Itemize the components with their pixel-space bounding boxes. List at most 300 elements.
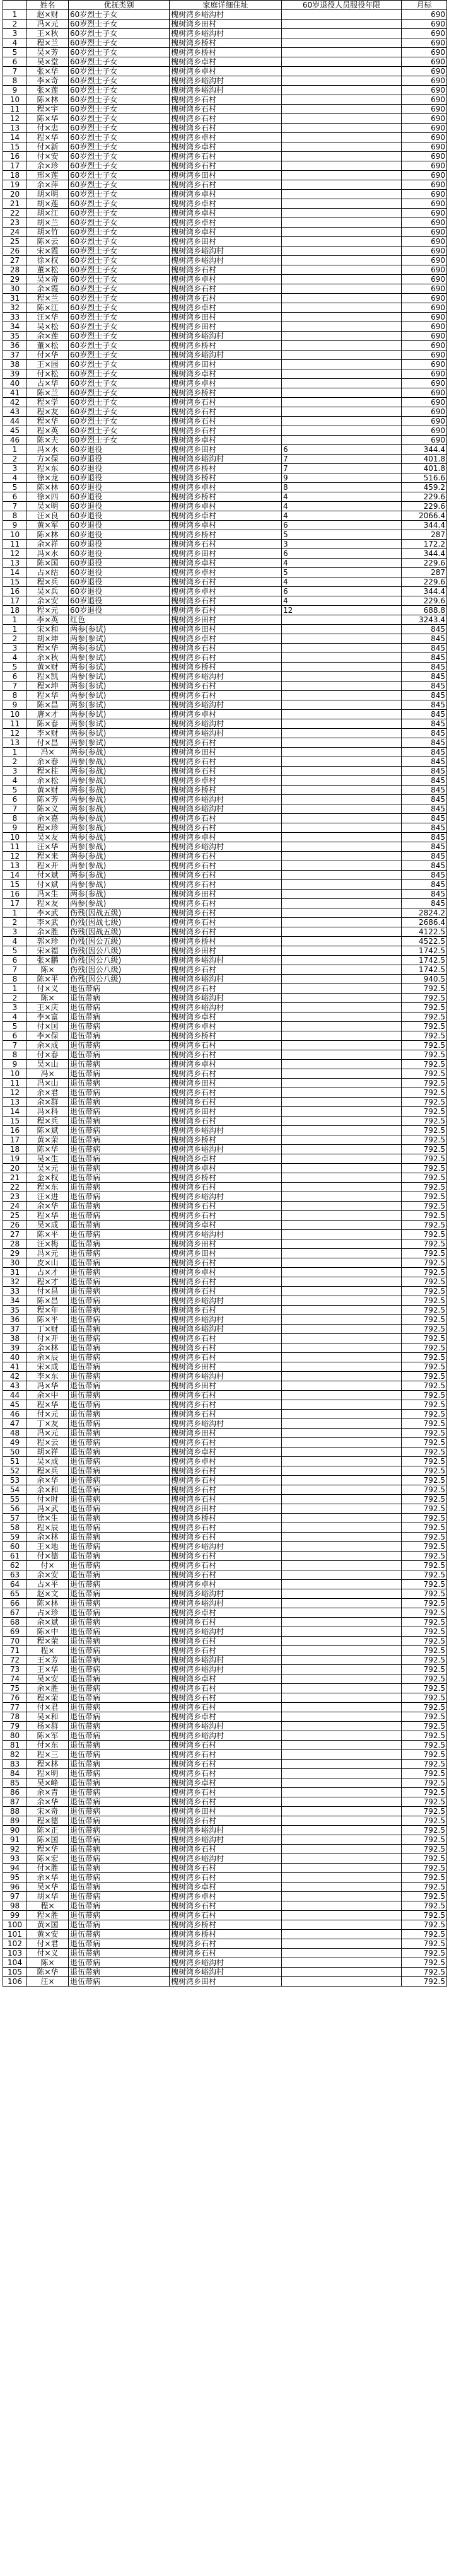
row-index: 88 (3, 1807, 27, 1816)
service-years: 4 (282, 577, 402, 587)
table-row (3, 1750, 447, 1760)
benefit-category: 两参(参试) (69, 625, 170, 634)
table-row (3, 1797, 447, 1807)
benefit-category: 退伍带病 (69, 1797, 170, 1807)
person-name: 程×华 (27, 1400, 69, 1410)
table-row (3, 1760, 447, 1769)
row-index: 35 (3, 332, 27, 341)
person-name: 张×鹏 (27, 956, 69, 965)
row-index: 20 (3, 190, 27, 199)
row-index: 55 (3, 1495, 27, 1504)
service-years (282, 1466, 402, 1476)
home-address: 槐树湾乡石村 (170, 653, 282, 663)
benefit-category: 60岁烈士子女 (69, 228, 170, 237)
table-row (3, 265, 447, 275)
home-address: 槐树湾乡石村 (170, 918, 282, 927)
person-name: 冯×科 (27, 1107, 69, 1117)
benefit-category: 两参(参战) (69, 748, 170, 757)
home-address: 槐树湾乡田村 (170, 360, 282, 369)
person-name: 陈×义 (27, 804, 69, 814)
service-years (282, 880, 402, 890)
benefit-category: 退伍带病 (69, 1731, 170, 1741)
service-years (282, 1618, 402, 1627)
table-row (3, 105, 447, 114)
service-years (282, 1580, 402, 1589)
person-name: 付×德 (27, 1552, 69, 1561)
home-address: 槐树湾乡峪沟村 (170, 1145, 282, 1154)
row-index: 49 (3, 1438, 27, 1448)
monthly-amount: 792.5 (402, 1778, 447, 1788)
table-row (3, 1693, 447, 1703)
monthly-amount: 792.5 (402, 1315, 447, 1325)
person-name: 余×祥 (27, 540, 69, 549)
home-address: 槐树湾乡田村 (170, 445, 282, 455)
row-index: 12 (3, 852, 27, 861)
monthly-amount: 792.5 (402, 1769, 447, 1778)
home-address: 槐树湾乡卓村 (170, 1022, 282, 1031)
row-index: 69 (3, 1627, 27, 1637)
monthly-amount: 845 (402, 663, 447, 672)
service-years (282, 10, 402, 20)
person-name: 余×胜 (27, 1684, 69, 1693)
home-address: 槐树湾乡田村 (170, 237, 282, 247)
monthly-amount: 845 (402, 625, 447, 634)
benefit-category: 退伍带病 (69, 1958, 170, 1968)
benefit-category: 60岁烈士子女 (69, 294, 170, 303)
table-row (3, 672, 447, 682)
service-years (282, 237, 402, 247)
person-name: 李×英 (27, 615, 69, 625)
row-index: 6 (3, 956, 27, 965)
monthly-amount: 1742.5 (402, 965, 447, 975)
row-index: 1 (3, 625, 27, 634)
monthly-amount: 792.5 (402, 1901, 447, 1911)
service-years (282, 1173, 402, 1183)
table-row (3, 379, 447, 388)
service-years (282, 1192, 402, 1202)
benefit-category: 60岁退役 (69, 540, 170, 549)
person-name: 吴×明 (27, 502, 69, 511)
table-row (3, 994, 447, 1003)
table-row (3, 1003, 447, 1012)
service-years (282, 114, 402, 124)
monthly-amount: 845 (402, 757, 447, 767)
service-years (282, 975, 402, 984)
row-index: 50 (3, 1448, 27, 1457)
home-address: 槐树湾乡石村 (170, 1353, 282, 1362)
service-years (282, 1183, 402, 1192)
row-index: 7 (3, 682, 27, 691)
monthly-amount: 792.5 (402, 1485, 447, 1495)
person-name: 王×华 (27, 1665, 69, 1674)
person-name: 吴×堂 (27, 57, 69, 67)
home-address: 槐树湾乡桥村 (170, 937, 282, 946)
monthly-amount: 845 (402, 833, 447, 842)
service-years (282, 1495, 402, 1504)
table-row (3, 1873, 447, 1883)
row-index: 68 (3, 1618, 27, 1627)
home-address: 槐树湾乡石村 (170, 407, 282, 417)
row-index: 86 (3, 1788, 27, 1797)
home-address: 槐树湾乡卓村 (170, 1580, 282, 1589)
monthly-amount: 792.5 (402, 1864, 447, 1873)
home-address: 槐树湾乡石村 (170, 899, 282, 908)
service-years (282, 1901, 402, 1911)
row-index: 22 (3, 209, 27, 218)
row-index: 90 (3, 1826, 27, 1835)
benefit-category: 退伍带病 (69, 1873, 170, 1883)
home-address: 槐树湾乡石村 (170, 1703, 282, 1712)
benefit-category: 退伍带病 (69, 1107, 170, 1117)
monthly-amount: 792.5 (402, 1807, 447, 1816)
monthly-amount: 792.5 (402, 1334, 447, 1343)
person-name: 余×斌 (27, 1618, 69, 1627)
row-index: 25 (3, 1211, 27, 1221)
service-years (282, 729, 402, 738)
benefit-category: 退伍带病 (69, 1826, 170, 1835)
benefit-category: 60岁退役 (69, 511, 170, 521)
monthly-amount: 792.5 (402, 1277, 447, 1287)
benefit-category: 两参(参战) (69, 899, 170, 908)
row-index: 16 (3, 587, 27, 596)
monthly-amount: 344.4 (402, 521, 447, 530)
home-address: 槐树湾乡石村 (170, 908, 282, 918)
row-index: 33 (3, 313, 27, 322)
service-years (282, 20, 402, 29)
monthly-amount: 792.5 (402, 1410, 447, 1419)
person-name: 程×德 (27, 1816, 69, 1826)
service-years (282, 1334, 402, 1343)
row-index: 23 (3, 218, 27, 228)
benefit-category: 60岁烈士子女 (69, 303, 170, 313)
row-index: 24 (3, 228, 27, 237)
table-row (3, 38, 447, 48)
table-row (3, 1353, 447, 1362)
service-years: 6 (282, 549, 402, 559)
table-row (3, 1826, 447, 1835)
monthly-amount: 690 (402, 114, 447, 124)
person-name: 宋×霞 (27, 247, 69, 256)
person-name: 付×昌 (27, 738, 69, 748)
table-row (3, 1362, 447, 1372)
service-years (282, 1154, 402, 1164)
home-address: 槐树湾乡桥村 (170, 786, 282, 795)
home-address: 槐树湾乡卓村 (170, 568, 282, 577)
service-years (282, 1476, 402, 1485)
home-address: 槐树湾乡卓村 (170, 199, 282, 209)
row-index: 64 (3, 1580, 27, 1589)
home-address: 槐树湾乡卓村 (170, 1154, 282, 1164)
service-years (282, 1542, 402, 1552)
monthly-amount: 459.2 (402, 483, 447, 492)
benefit-category: 60岁退役 (69, 587, 170, 596)
service-years (282, 757, 402, 767)
home-address: 槐树湾乡石村 (170, 757, 282, 767)
monthly-amount: 792.5 (402, 1523, 447, 1533)
monthly-amount: 229.6 (402, 559, 447, 568)
row-index: 94 (3, 1864, 27, 1873)
table-row (3, 1901, 447, 1911)
person-name: 程×来 (27, 852, 69, 861)
row-index: 91 (3, 1835, 27, 1845)
monthly-amount: 792.5 (402, 1353, 447, 1362)
table-row (3, 776, 447, 786)
home-address: 槐树湾乡卓村 (170, 511, 282, 521)
benefit-category: 伤残(因战五级) (69, 927, 170, 937)
home-address: 槐树湾乡卓村 (170, 303, 282, 313)
row-index: 76 (3, 1693, 27, 1703)
monthly-amount: 845 (402, 890, 447, 899)
monthly-amount: 690 (402, 379, 447, 388)
benefit-category: 60岁烈士子女 (69, 398, 170, 407)
service-years (282, 1637, 402, 1646)
person-name: 唐×才 (27, 710, 69, 719)
table-row (3, 1296, 447, 1306)
person-name: 吴×成 (27, 1221, 69, 1230)
benefit-category: 退伍带病 (69, 1533, 170, 1542)
table-row (3, 1022, 447, 1031)
person-name: 吴×芳 (27, 48, 69, 57)
service-years (282, 625, 402, 634)
home-address: 槐树湾乡峪沟村 (170, 1126, 282, 1135)
person-name: 汪× (27, 1977, 69, 1987)
monthly-amount: 792.5 (402, 1797, 447, 1807)
person-name: 杨×群 (27, 1722, 69, 1731)
person-name: 吴×松 (27, 322, 69, 332)
person-name: 付×义 (27, 984, 69, 994)
benefit-category: 伤残(因公五级) (69, 937, 170, 946)
monthly-amount: 845 (402, 899, 447, 908)
monthly-amount: 690 (402, 20, 447, 29)
service-years (282, 1410, 402, 1419)
table-row (3, 596, 447, 606)
benefit-category: 60岁退役 (69, 473, 170, 483)
benefit-category: 60岁退役 (69, 577, 170, 587)
service-years (282, 1268, 402, 1277)
service-years (282, 1741, 402, 1750)
home-address: 槐树湾乡田村 (170, 322, 282, 332)
table-row (3, 625, 447, 634)
home-address: 槐树湾乡卓村 (170, 1060, 282, 1069)
service-years (282, 436, 402, 445)
benefit-category: 退伍带病 (69, 1410, 170, 1419)
monthly-amount: 690 (402, 190, 447, 199)
monthly-amount: 690 (402, 105, 447, 114)
service-years (282, 842, 402, 852)
table-row (3, 559, 447, 568)
table-row (3, 95, 447, 105)
monthly-amount: 792.5 (402, 1816, 447, 1826)
benefit-category: 60岁烈士子女 (69, 237, 170, 247)
home-address: 槐树湾乡石村 (170, 284, 282, 294)
service-years (282, 29, 402, 38)
home-address: 槐树湾乡石村 (170, 596, 282, 606)
monthly-amount: 792.5 (402, 1873, 447, 1883)
benefit-category: 退伍带病 (69, 1325, 170, 1334)
benefit-category: 退伍带病 (69, 1608, 170, 1618)
row-index: 47 (3, 1419, 27, 1429)
person-name: 余×君 (27, 1088, 69, 1098)
person-name: 程×年 (27, 1306, 69, 1315)
service-years (282, 1788, 402, 1797)
person-name: 付×元 (27, 1410, 69, 1419)
service-years (282, 1325, 402, 1334)
benefit-category: 两参(参试) (69, 700, 170, 710)
row-index: 74 (3, 1674, 27, 1684)
benefit-category: 退伍带病 (69, 984, 170, 994)
row-index: 3 (3, 464, 27, 473)
home-address: 槐树湾乡卓村 (170, 209, 282, 218)
benefit-category: 退伍带病 (69, 1429, 170, 1438)
table-row (3, 1608, 447, 1618)
monthly-amount: 690 (402, 67, 447, 76)
home-address: 槐树湾乡石村 (170, 1816, 282, 1826)
row-index: 99 (3, 1911, 27, 1920)
row-index: 3 (3, 767, 27, 776)
service-years: 12 (282, 606, 402, 615)
monthly-amount: 4122.5 (402, 927, 447, 937)
row-index: 52 (3, 1466, 27, 1476)
service-years (282, 767, 402, 776)
benefit-category: 退伍带病 (69, 1949, 170, 1958)
home-address: 槐树湾乡卓村 (170, 502, 282, 511)
service-years (282, 1315, 402, 1325)
service-years (282, 994, 402, 1003)
table-row (3, 1060, 447, 1069)
table-row (3, 1107, 447, 1117)
row-index: 66 (3, 1599, 27, 1608)
table-row (3, 937, 447, 946)
benefit-category: 60岁烈士子女 (69, 57, 170, 67)
home-address: 槐树湾乡田村 (170, 1107, 282, 1117)
home-address: 槐树湾乡石村 (170, 1760, 282, 1769)
monthly-amount: 792.5 (402, 1949, 447, 1958)
row-index: 13 (3, 861, 27, 871)
service-years (282, 1552, 402, 1561)
table-row (3, 757, 447, 767)
table-row (3, 332, 447, 341)
home-address: 槐树湾乡石村 (170, 871, 282, 880)
person-name: 付×新 (27, 142, 69, 152)
row-index: 83 (3, 1760, 27, 1769)
service-years (282, 653, 402, 663)
row-index: 38 (3, 360, 27, 369)
table-row (3, 407, 447, 417)
row-index: 20 (3, 1164, 27, 1173)
table-row (3, 1050, 447, 1060)
home-address: 槐树湾乡石村 (170, 1552, 282, 1561)
table-row (3, 644, 447, 653)
person-name: 程×凯 (27, 672, 69, 682)
person-name: 程×胜 (27, 1911, 69, 1920)
monthly-amount: 690 (402, 426, 447, 436)
service-years (282, 719, 402, 729)
row-index: 14 (3, 133, 27, 142)
home-address: 槐树湾乡石村 (170, 965, 282, 975)
person-name: 占×平 (27, 1580, 69, 1589)
service-years (282, 852, 402, 861)
row-index: 9 (3, 521, 27, 530)
service-years (282, 1883, 402, 1892)
home-address: 槐树湾乡石村 (170, 1939, 282, 1949)
table-row (3, 237, 447, 247)
table-row (3, 464, 447, 473)
monthly-amount: 792.5 (402, 1041, 447, 1050)
monthly-amount: 792.5 (402, 1939, 447, 1949)
home-address: 槐树湾乡石村 (170, 1438, 282, 1448)
person-name: 李×保 (27, 1031, 69, 1041)
monthly-amount: 792.5 (402, 1230, 447, 1239)
service-years (282, 1249, 402, 1258)
monthly-amount: 690 (402, 322, 447, 332)
monthly-amount: 792.5 (402, 1117, 447, 1126)
monthly-amount: 792.5 (402, 1911, 447, 1920)
home-address: 槐树湾乡石村 (170, 1769, 282, 1778)
home-address: 槐树湾乡峪沟村 (170, 1542, 282, 1552)
benefit-category: 退伍带病 (69, 1419, 170, 1429)
monthly-amount: 2686.4 (402, 918, 447, 927)
person-name: 付×东 (27, 1741, 69, 1750)
home-address: 槐树湾乡石村 (170, 1684, 282, 1693)
table-row (3, 1466, 447, 1476)
table-row (3, 975, 447, 984)
monthly-amount: 690 (402, 332, 447, 341)
person-name: 余×青 (27, 1788, 69, 1797)
monthly-amount: 690 (402, 218, 447, 228)
monthly-amount: 845 (402, 852, 447, 861)
benefit-category: 退伍带病 (69, 1911, 170, 1920)
row-index: 3 (3, 644, 27, 653)
row-index: 1 (3, 908, 27, 918)
person-name: 程×东 (27, 464, 69, 473)
table-row (3, 1599, 447, 1608)
row-index: 35 (3, 1306, 27, 1315)
person-name: 陈×昌 (27, 1296, 69, 1306)
service-years (282, 615, 402, 625)
row-index: 29 (3, 275, 27, 284)
row-index: 1 (3, 445, 27, 455)
service-years (282, 1845, 402, 1854)
service-years: 6 (282, 587, 402, 596)
person-name: 赵×文 (27, 1589, 69, 1599)
table-row (3, 1561, 447, 1570)
service-years (282, 634, 402, 644)
monthly-amount: 690 (402, 275, 447, 284)
service-years (282, 303, 402, 313)
table-row (3, 1438, 447, 1448)
home-address: 槐树湾乡石村 (170, 294, 282, 303)
table-row (3, 1637, 447, 1646)
monthly-amount: 845 (402, 653, 447, 663)
table-row (3, 1788, 447, 1797)
person-name: 付×国 (27, 1022, 69, 1031)
home-address: 槐树湾乡卓村 (170, 1608, 282, 1618)
table-row (3, 1741, 447, 1750)
person-name: 程×友 (27, 407, 69, 417)
service-years (282, 956, 402, 965)
row-index: 9 (3, 823, 27, 833)
table-row (3, 833, 447, 842)
benefit-category: 退伍带病 (69, 1561, 170, 1570)
benefits-table (3, 0, 447, 1987)
home-address: 槐树湾乡卓村 (170, 634, 282, 644)
benefit-category: 退伍带病 (69, 1438, 170, 1448)
row-index: 31 (3, 1268, 27, 1277)
person-name: 程×兰 (27, 38, 69, 48)
benefit-category: 60岁烈士子女 (69, 20, 170, 29)
table-row (3, 209, 447, 218)
table-row (3, 171, 447, 180)
